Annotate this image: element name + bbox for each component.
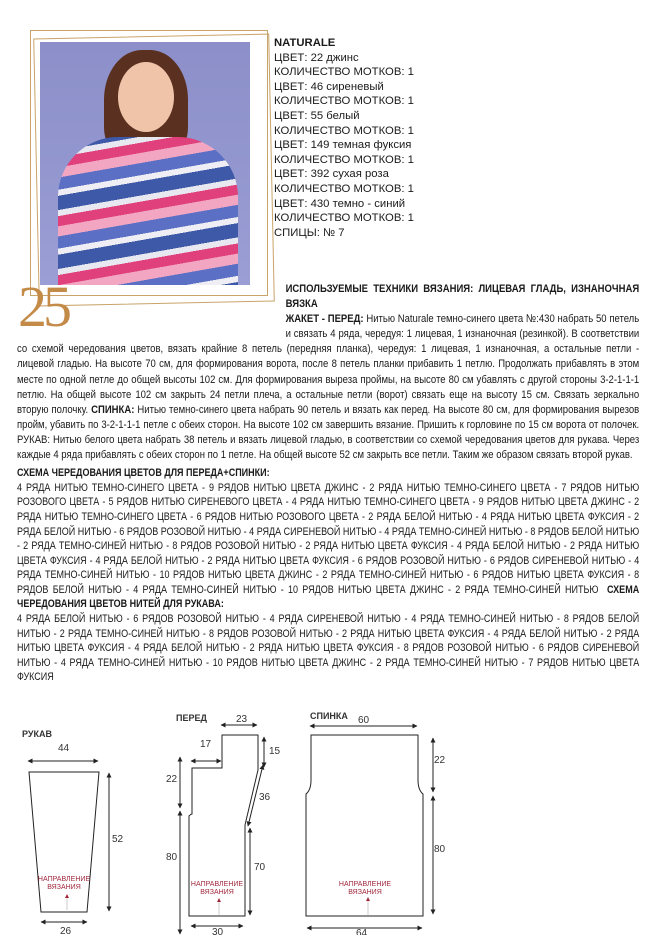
yarn-line: ЦВЕТ: 55 белый: [274, 109, 360, 122]
pattern-diagrams: [0, 700, 656, 935]
yarn-line: ЦВЕТ: 392 сухая роза: [274, 168, 389, 181]
instructions: [17, 282, 639, 463]
front-collar-dim: 15: [269, 746, 281, 757]
front-text: Нитью Naturale темно-синего цвета №:430 набрать 50 петель и связать 4 ряда, чередуя: 1 лицевая, 1 изнаночная (резинкой). В соответствии со схемой чередования цветов, вязать крайние 8 петель (передняя планка), чередуя: 1 лицевая, 1 изнаночная, а остальные петли - лицевой гладью. На высоте 70 см, для формирования ворота, после 8 петель планки прибавить 1 петлю. Продолжать прибавлять в этом месте по одной петле до общей высоты 102 см. Для формирования выреза проймы, на высоте 80 см убавлять с другой стороны 3-2-1-1-1 петлю. На общей высоте 102 см закрыть 24 петли плеча, а остальные петли (ворот) связать еще на высоту 15 см. Связать зеркально вторую полочку.: [17, 313, 640, 416]
front-title: ПЕРЕД: [176, 713, 207, 723]
back-direction-2: ВЯЗАНИЯ: [348, 889, 382, 896]
back-upper-dim: 22: [434, 755, 446, 766]
yarn-brand: NATURALE: [274, 37, 336, 49]
model-photo: [40, 42, 250, 285]
front-upper-dim: 22: [166, 774, 178, 785]
back-diagram: [306, 726, 433, 928]
front-armhole-dim: 36: [259, 792, 271, 803]
sleeve-diagram: [28, 761, 109, 922]
yarn-line: ЦВЕТ: 46 сиреневый: [274, 80, 384, 93]
front-shoulder-dim: 23: [236, 714, 248, 725]
sleeve-title: РУКАВ: [22, 729, 52, 739]
yarn-line: КОЛИЧЕСТВО МОТКОВ: 1: [274, 153, 414, 166]
front-diagram: [180, 725, 264, 934]
text-column: [17, 282, 639, 685]
yarn-spec: [274, 36, 414, 240]
back-text: Нитью темно-синего цвета набрать 90 петель и вязать как перед. На высоте 80 см, для формирования вырезов пройм, убавить по 3-2-1-1-1 петле с обеих сторон. На высоте 102 см завершить вязание. Пришить к горловине по 15 см ворота от полочек.: [17, 403, 640, 431]
sleeve-height-dim: 52: [112, 834, 124, 845]
back-label: СПИНКА:: [91, 403, 135, 416]
back-title: СПИНКА: [310, 711, 348, 721]
sleeve-outline: [29, 772, 99, 912]
yarn-line: КОЛИЧЕСТВО МОТКОВ: 1: [274, 182, 414, 195]
front-bottom-dim: 30: [212, 927, 224, 935]
sleeve-bottom-dim: 26: [60, 926, 72, 935]
yarn-line: КОЛИЧЕСТВО МОТКОВ: 1: [274, 66, 414, 79]
sleeve-direction-2: ВЯЗАНИЯ: [47, 884, 81, 891]
page-number: 25: [18, 274, 68, 339]
striped-sweater: [58, 137, 238, 285]
front-direction-1: НАПРАВЛЕНИЕ: [190, 881, 244, 888]
back-lower-dim: 80: [434, 844, 446, 855]
sleeve-text: РУКАВ: Нитью белого цвета набрать 38 петель и вязать лицевой гладью, в соответствии со схемой чередования цветов для рукава. Через каждые 4 ряда прибавлять с обеих сторон по 1 петле. На общей высоте 52 см закрыть все петли. Таким же образом связать второй рукав.: [17, 433, 640, 462]
yarn-line: ЦВЕТ: 22 джинс: [274, 51, 359, 64]
yarn-line: КОЛИЧЕСТВО МОТКОВ: 1: [274, 95, 414, 108]
back-direction-1: НАПРАВЛЕНИЕ: [338, 881, 392, 888]
body-scheme-title: СХЕМА ЧЕРЕДОВАНИЯ ЦВЕТОВ ДЛЯ ПЕРЕДА+СПИНКИ:: [17, 467, 270, 480]
front-label: ЖАКЕТ - ПЕРЕД:: [285, 313, 364, 326]
color-scheme: [17, 466, 639, 685]
front-neck-dim: 17: [200, 739, 212, 750]
back-bottom-dim: 64: [356, 928, 368, 935]
sleeve-scheme-text: 4 РЯДА БЕЛОЙ НИТЬЮ - 6 РЯДОВ РОЗОВОЙ НИТЬЮ - 4 РЯДА СИРЕНЕВОЙ НИТЬЮ - 4 РЯДА ТЕМНО-СИНЕЙ НИТЬЮ - 8 РЯДОВ БЕЛОЙ НИТЬЮ - 2 РЯДА ТЕМНО-СИНЕЙ НИТЬЮ - 8 РЯДОВ РОЗОВОЙ НИТЬЮ - 2 РЯДА НИТЬЮ ЦВЕТА ФУКСИЯ - 4 РЯДА БЕЛОЙ НИТЬЮ - 2 РЯДА НИТЬЮ ЦВЕТА ФУКСИЯ - 4 РЯДА БЕЛОЙ НИТЬЮ - 2 РЯДА НИТЬЮ ЦВЕТА ФУКСИЯ - 8 РЯДОВ РОЗОВОЙ НИТЬЮ - 6 РЯДОВ СИРЕНЕВОЙ НИТЬЮ - 4 РЯДА ТЕМНО-СИНЕЙ НИТЬЮ - 10 РЯДОВ НИТЬЮ ЦВЕТА ДЖИНС - 2 РЯДА ТЕМНО-СИНЕЙ НИТЬЮ - 7 РЯДОВ НИТЬЮ ЦВЕТА ФУКСИЯ: [17, 613, 640, 684]
front-total-dim: 80: [166, 852, 178, 863]
sleeve-scheme-title: СХЕМА ЧЕРЕДОВАНИЯ ЦВЕТОВ НИТЕЙ ДЛЯ РУКАВА:: [17, 583, 640, 611]
face: [118, 62, 174, 132]
sleeve-top-dim: 44: [58, 743, 70, 754]
yarn-line: ЦВЕТ: 149 темная фуксия: [274, 139, 412, 152]
front-lower-dim: 70: [254, 862, 266, 873]
yarn-line: СПИЦЫ: № 7: [274, 226, 345, 239]
yarn-line: КОЛИЧЕСТВО МОТКОВ: 1: [274, 212, 414, 225]
yarn-line: ЦВЕТ: 430 темно - синий: [274, 197, 406, 210]
body-scheme-text: 4 РЯДА НИТЬЮ ТЕМНО-СИНЕГО ЦВЕТА - 9 РЯДОВ НИТЬЮ ЦВЕТА ДЖИНС - 2 РЯДА НИТЬЮ ТЕМНО-СИНЕГО ЦВЕТА - 7 РЯДОВ НИТЬЮ РОЗОВОГО ЦВЕТА - 5 РЯДОВ НИТЬЮ СИРЕНЕВОГО ЦВЕТА - 4 РЯДА НИТЬЮ ТЕМНО-СИНЕГО ЦВЕТА - 9 РЯДОВ НИТЬЮ ЦВЕТА ДЖИНС - 2 РЯДА НИТЬЮ ТЕМНО-СИНЕГО ЦВЕТА - 6 РЯДОВ НИТЬЮ РОЗОВОГО ЦВЕТА - 2 РЯДА БЕЛОЙ НИТЬЮ - 4 РЯДА НИТЬЮ ЦВЕТА ФУКСИЯ - 2 РЯДА БЕЛОЙ НИТЬЮ - 6 РЯДОВ РОЗОВОЙ НИТЬЮ - 4 РЯДА СИРЕНЕВОЙ НИТЬЮ - 4 РЯДА ТЕМНО-СИНЕЙ НИТЬЮ - 8 РЯДОВ БЕЛОЙ НИТЬЮ - 2 РЯДА ТЕМНО-СИНЕЙ НИТЬЮ - 8 РЯДОВ РОЗОВОЙ НИТЬЮ - 2 РЯДА НИТЬЮ ЦВЕТА ФУКСИЯ - 4 РЯДА БЕЛОЙ НИТЬЮ - 2 РЯДА НИТЬЮ ЦВЕТА ФУКСИЯ - 4 РЯДА БЕЛОЙ НИТЬЮ - 2 РЯДА НИТЬЮ ЦВЕТА ФУКСИЯ - 6 РЯДОВ РОЗОВОЙ НИТЬЮ - 6 РЯДОВ СИРЕНЕВОЙ НИТЬЮ - 4 РЯДА ТЕМНО-СИНЕЙ НИТЬЮ - 10 РЯДОВ НИТЬЮ ЦВЕТА ДЖИНС - 2 РЯДА ТЕМНО-СИНЕЙ НИТЬЮ - 6 РЯДОВ НИТЬЮ ЦВЕТА ФУКСИЯ - 8 РЯДОВ БЕЛОЙ НИТЬЮ - 4 РЯДА ТЕМНО-СИНЕЙ НИТЬЮ - 10 РЯДОВ НИТЬЮ ЦВЕТА ДЖИНС - 2 РЯДА ТЕМНО-СИНЕЙ НИТЬЮ: [17, 481, 640, 596]
front-direction-2: ВЯЗАНИЯ: [200, 889, 234, 896]
techniques-heading: ИСПОЛЬЗУЕМЫЕ ТЕХНИКИ ВЯЗАНИЯ: ЛИЦЕВАЯ ГЛАДЬ, ИЗНАНОЧНАЯ ВЯЗКА: [285, 283, 640, 311]
yarn-line: КОЛИЧЕСТВО МОТКОВ: 1: [274, 124, 414, 137]
sleeve-direction-1: НАПРАВЛЕНИЕ: [37, 876, 91, 883]
back-top-dim: 60: [358, 715, 370, 726]
